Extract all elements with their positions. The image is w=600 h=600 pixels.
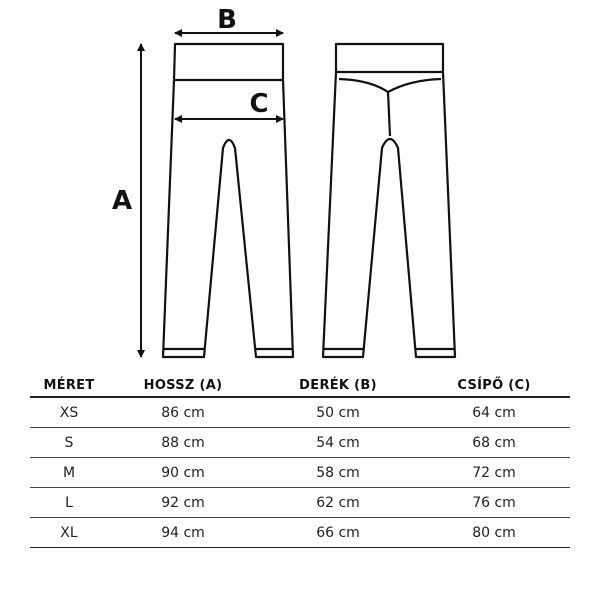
cell-length: 86 cm [108, 397, 258, 428]
table-row [30, 518, 570, 548]
cell-hip: 72 cm [418, 458, 570, 488]
cell-size: XS [30, 397, 108, 428]
size-chart-table [30, 374, 570, 548]
back-center-seam [388, 92, 390, 136]
cell-length: 94 cm [108, 518, 258, 548]
header-size: MÉRET [30, 374, 108, 397]
cell-length: 88 cm [108, 428, 258, 458]
cell-waist: 66 cm [258, 518, 418, 548]
cell-waist: 50 cm [258, 397, 418, 428]
header-waist: DERÉK (B) [258, 374, 418, 397]
pants-front-view [163, 44, 293, 357]
cell-waist: 54 cm [258, 428, 418, 458]
cell-size: S [30, 428, 108, 458]
header-hip: CSÍPŐ (C) [418, 374, 570, 397]
dimension-arrows [141, 33, 283, 357]
length-label: A [111, 186, 133, 216]
cell-hip: 68 cm [418, 428, 570, 458]
table-row [30, 428, 570, 458]
header-length: HOSSZ (A) [108, 374, 258, 397]
back-yoke-seam [339, 79, 441, 92]
table-header-row [30, 374, 570, 397]
cell-length: 92 cm [108, 488, 258, 518]
cell-waist: 62 cm [258, 488, 418, 518]
cell-hip: 76 cm [418, 488, 570, 518]
pants-back-view [323, 44, 455, 357]
cell-size: XL [30, 518, 108, 548]
hip-label: C [249, 89, 269, 119]
cell-hip: 64 cm [418, 397, 570, 428]
cell-length: 90 cm [108, 458, 258, 488]
waist-label: B [217, 5, 237, 35]
cell-waist: 58 cm [258, 458, 418, 488]
table-row [30, 488, 570, 518]
cell-hip: 80 cm [418, 518, 570, 548]
table-row [30, 458, 570, 488]
cell-size: L [30, 488, 108, 518]
table-row [30, 397, 570, 428]
front-pants-outline [163, 44, 293, 357]
cell-size: M [30, 458, 108, 488]
